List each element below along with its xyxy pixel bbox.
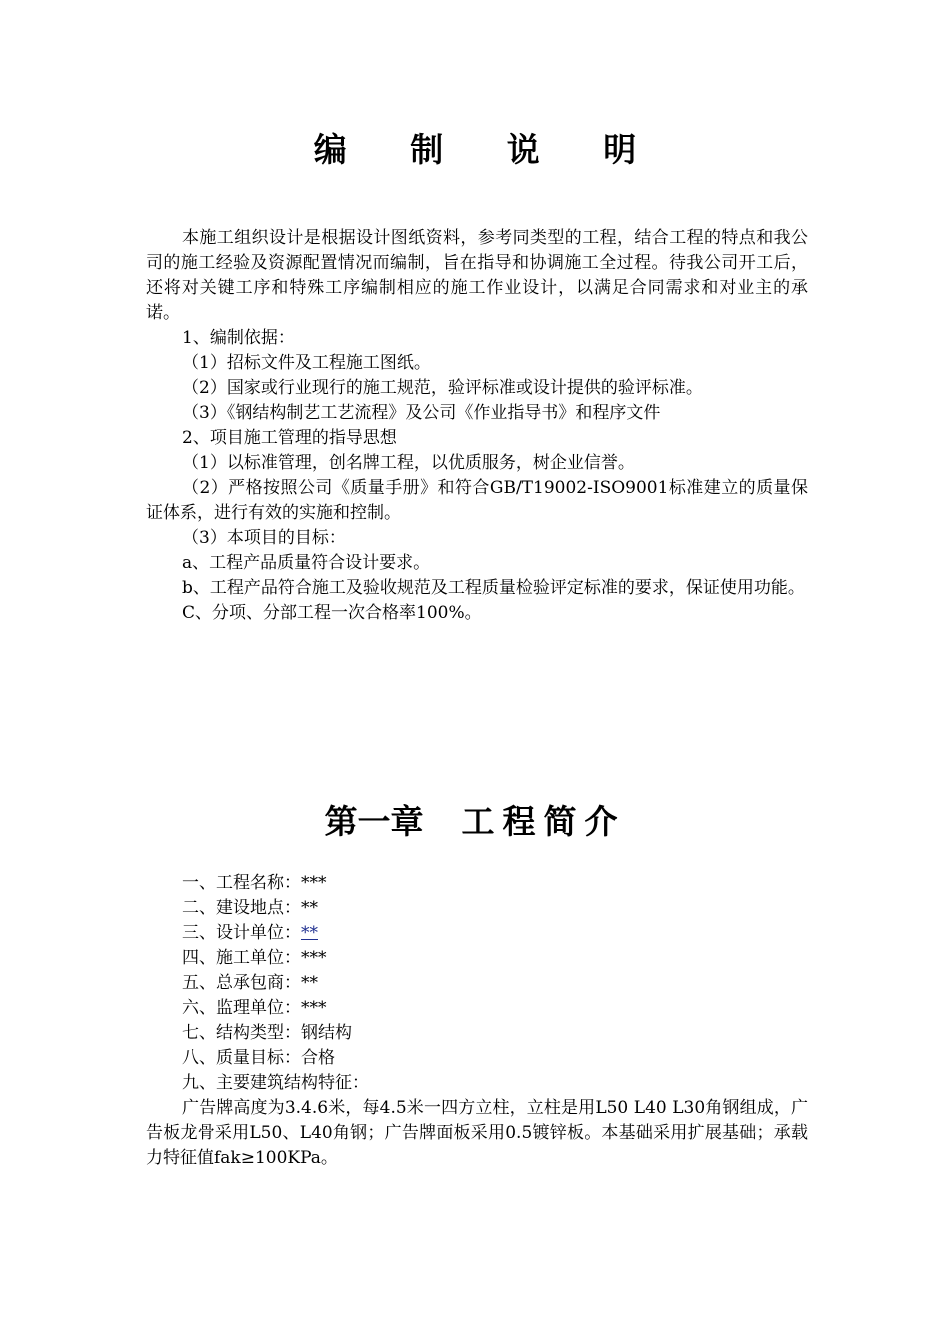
info-label: 三、设计单位： — [182, 923, 301, 943]
basis-item-1: （1）招标文件及工程施工图纸。 — [182, 353, 431, 373]
guide-heading: 2、项目施工管理的指导思想 — [182, 428, 397, 448]
info-value: ** — [301, 973, 318, 993]
info-item — [146, 996, 808, 1021]
info-value: 合格 — [301, 1048, 335, 1068]
preface-intro: 本施工组织设计是根据设计图纸资料，参考同类型的工程，结合工程的特点和我公司的施工经验及资源配置情况而编制，旨在指导和协调施工全过程。待我公司开工后，还将对关键工序和特殊工序编制相应的施工作业设计，以满足合同需求和对业主的承诺。 — [146, 228, 808, 323]
info-value: *** — [301, 873, 327, 893]
basis-item-3: （3）《钢结构制艺工艺流程》及公司《作业指导书》和程序文件 — [182, 403, 661, 423]
features-text: 广告牌高度为3.4.6米，每4.5米一四方立柱，立柱是用L50 L40 L30角钢组成，广告板龙骨采用L50、L40角钢；广告牌面板采用0.5镀锌板。本基础采用扩展基础；承载力特征值fak≥100KPa。 — [146, 1098, 808, 1168]
goal-c: C、分项、分部工程一次合格率100%。 — [182, 603, 482, 623]
guide-item-1: （1）以标准管理，创名牌工程，以优质服务，树企业信誉。 — [182, 453, 635, 473]
info-label: 五、总承包商： — [182, 973, 301, 993]
preface-title: 编 制 说 明 — [313, 130, 663, 169]
info-item — [146, 871, 808, 896]
info-value: ** — [301, 898, 318, 918]
info-label: 六、监理单位： — [182, 998, 301, 1018]
goal-b: b、工程产品符合施工及验收规范及工程质量检验评定标准的要求，保证使用功能。 — [182, 578, 805, 598]
info-item — [146, 946, 808, 971]
guide-item-2: （2）严格按照公司《质量手册》和符合GB/T19002-ISO9001标准建立的质量保证体系，进行有效的实施和控制。 — [146, 478, 808, 523]
chapter1-title-number: 第一章 — [324, 802, 424, 841]
info-item — [146, 1046, 808, 1071]
info-label: 八、质量目标： — [182, 1048, 301, 1068]
chapter1-section — [146, 871, 808, 1171]
info-label: 七、结构类型： — [182, 1023, 301, 1043]
info-item — [146, 1021, 808, 1046]
design-unit-link[interactable]: ** — [301, 923, 318, 943]
features-heading: 九、主要建筑结构特征： — [182, 1073, 369, 1093]
chapter1-title — [0, 798, 950, 846]
preface-section — [146, 226, 808, 626]
basis-item-2: （2）国家或行业现行的施工规范，验评标准或设计提供的验评标准。 — [182, 378, 703, 398]
chapter1-title-name: 工程简介 — [461, 802, 626, 841]
info-item — [146, 921, 808, 946]
info-value: 钢结构 — [301, 1023, 352, 1043]
info-value: *** — [301, 998, 327, 1018]
guide-item-3: （3）本项目的目标： — [182, 528, 346, 548]
info-label: 四、施工单位： — [182, 948, 301, 968]
info-value: *** — [301, 948, 327, 968]
info-label: 二、建设地点： — [182, 898, 301, 918]
info-item — [146, 896, 808, 921]
info-item — [146, 971, 808, 996]
basis-heading: 1、编制依据： — [182, 328, 295, 348]
goal-a: a、工程产品质量符合设计要求。 — [182, 553, 431, 573]
info-label: 一、工程名称： — [182, 873, 301, 893]
